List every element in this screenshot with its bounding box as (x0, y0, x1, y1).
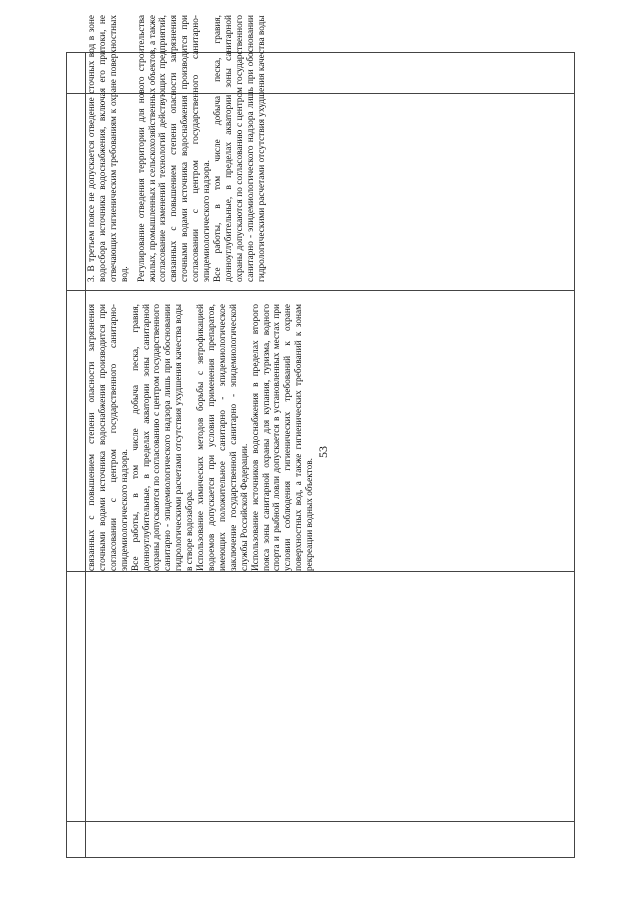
page-number: 53 (316, 446, 330, 458)
paragraph: связанных с повышением степени опасности загрязнения сточными водами источника водоснабжения производится при согласовании с центром государственного санитарно-эпидемиологического надзора. (87, 304, 130, 571)
text-column-third-belt (87, 15, 577, 282)
rotated-text-region (86, 15, 578, 572)
paragraph: Использование химических методов борьбы с эвтрофикацией водоемов допускается при условии применения препаратов, имеющих положительное санитарно - эпидемиологическое заключение государственной санитарно - эпидемиологической службы Российской Федерации. (196, 304, 250, 571)
paragraph: Все работы, в том числе добыча песка, гравия, донноуглубительные, в пределах акватории зоны санитарной охраны допускаются по согласованию с центром государственного санитарно - эпидемиологического надзора лишь при обосновании гидрологическими расчетами отсутствия ухудшения качества воды (212, 15, 267, 282)
paragraph: 3. В третьем поясе не допускается отведение сточных вод в зоне водосбора источника водоснабжения, включая его притоки, не отвечающих гигиеническим требованиям к охране поверхностных вод. (87, 15, 130, 282)
paragraph: Все работы, в том числе добыча песка, гравия, донноуглубительные, в пределах акватории зоны санитарной охраны допускаются по согласованию с центром государственного санитарно - эпидемиологического надзора лишь при обосновании гидрологическими расчетами отсутствия ухудшения качества воды в створе водозабора. (130, 304, 196, 571)
paragraph: Регулирование отведения территории для нового строительства жилых, промышленных и сельскохозяйственных объектов, а также согласование изменений технологий действующих предприятий, связанных с повышением степени опасности загрязнения сточными водами источника водоснабжения производится при согласовании с центром государственного санитарно-эпидемиологического надзора. (136, 15, 213, 282)
paragraph: Использование источников водоснабжения в пределах второго пояса зоны санитарной охраны для купания, туризма, водного спорта и рыбной ловли допускается в установленных местах при условии соблюдения гигиенических требований к охране поверхностных вод, а также гигиенических требований к зонам рекреации водных объектов. (250, 304, 316, 571)
table-row-divider-bottom (67, 821, 574, 822)
rotated-text-content (86, 15, 368, 572)
text-column-continuation (87, 304, 577, 571)
